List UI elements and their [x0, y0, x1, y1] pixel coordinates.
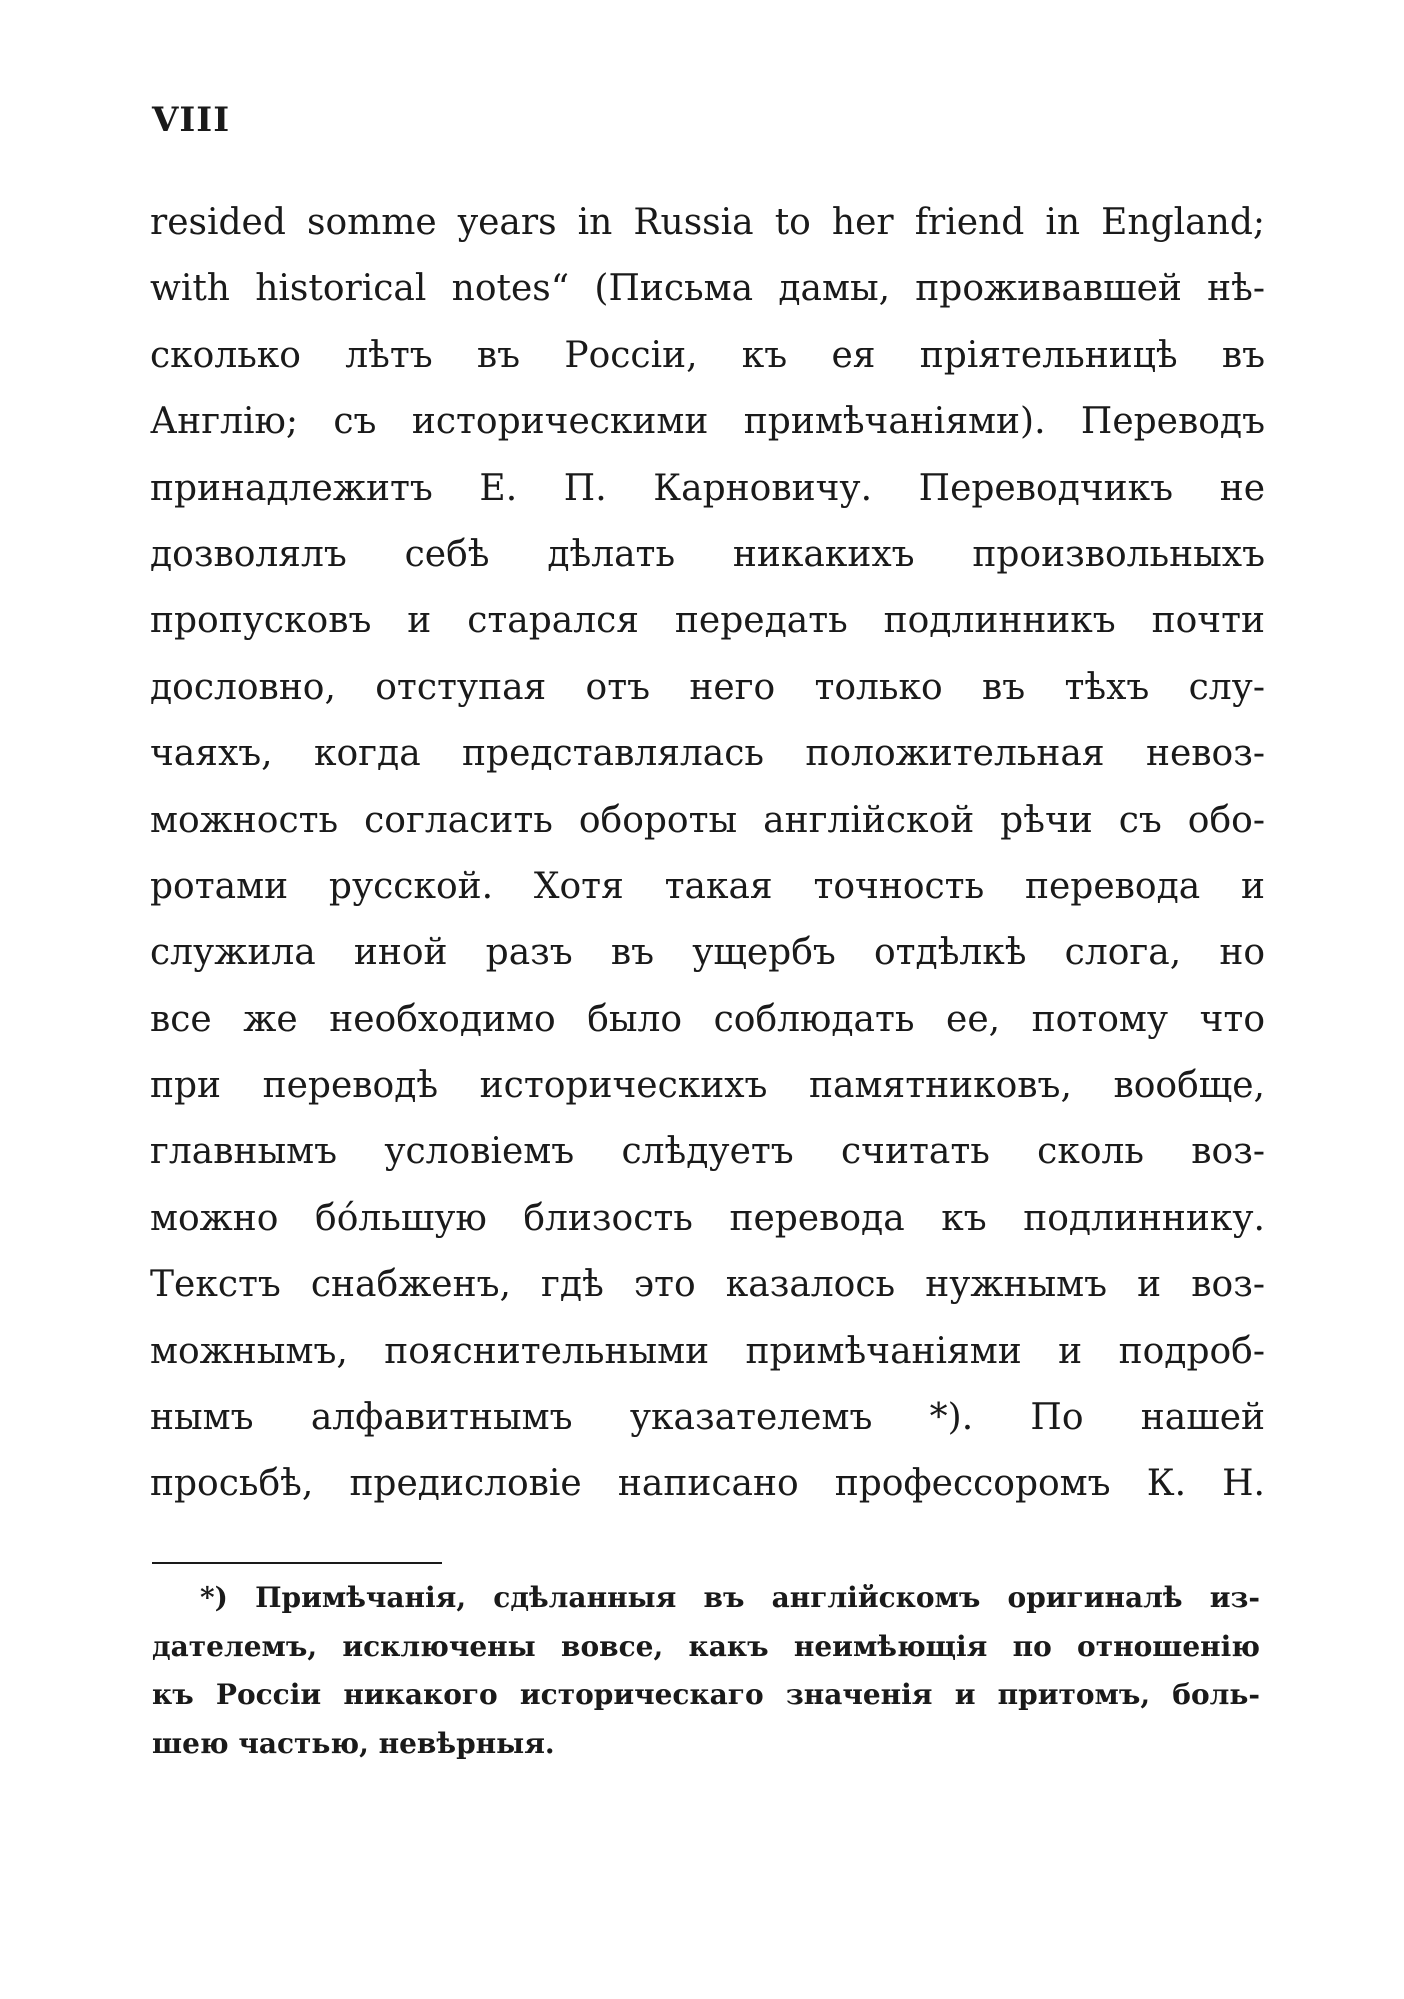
body-line: Текстъ снабженъ, гдѣ это казалось нужнымъ и воз- — [150, 1264, 1265, 1306]
body-line: можнымъ, пояснительными примѣчаніями и подроб- — [150, 1330, 1265, 1372]
body-line: нымъ алфавитнымъ указателемъ *). По нашей — [150, 1397, 1265, 1439]
body-line: чаяхъ, когда представлялась положительная невоз- — [150, 733, 1265, 775]
body-line: ротами русской. Хотя такая точность перевода и — [150, 865, 1265, 907]
body-line: можно бόльшую близость перевода къ подлиннику. — [150, 1197, 1265, 1239]
body-line: служила иной разъ въ ущербъ отдѣлкѣ слога, но — [150, 932, 1265, 974]
body-line: главнымъ условіемъ слѣдуетъ считать сколь воз- — [150, 1131, 1265, 1173]
body-line: можность согласить обороты англійской рѣчи съ обо- — [150, 799, 1265, 841]
body-line: Англію; съ историческими примѣчаніями). Переводъ — [150, 401, 1265, 443]
body-line: пропусковъ и старался передать подлинникъ почти — [150, 600, 1265, 642]
body-line: просьбѣ, предисловіе написано профессоромъ К. Н. — [150, 1463, 1265, 1505]
body-line: сколько лѣтъ въ Россіи, къ ея пріятельницѣ въ — [150, 334, 1265, 376]
body-line: дословно, отступая отъ него только въ тѣхъ слу- — [150, 666, 1265, 708]
footnote-line: дателемъ, исключены вовсе, какъ неимѣющія по отношенію — [152, 1629, 1260, 1663]
page-number: VIII — [152, 100, 231, 140]
footnote-separator — [152, 1562, 442, 1564]
body-line: принадлежитъ Е. П. Карновичу. Переводчикъ не — [150, 467, 1265, 509]
footnote — [152, 1574, 1260, 1768]
body-line: дозволялъ себѣ дѣлать никакихъ произвольныхъ — [150, 533, 1265, 575]
body-text — [150, 190, 1265, 1518]
footnote-line: шею частью, невѣрныя. — [152, 1726, 555, 1760]
body-line: все же необходимо было соблюдать ее, потому что — [150, 998, 1265, 1040]
body-line: with historical notes“ (Письма дамы, проживавшей нѣ- — [150, 268, 1265, 310]
footnote-line: *) Примѣчанія, сдѣланныя въ англійскомъ оригиналѣ из- — [200, 1581, 1260, 1614]
body-line: при переводѣ историческихъ памятниковъ, вообще, — [150, 1065, 1265, 1107]
footnote-line: къ Россіи никакого историческаго значенія и притомъ, боль- — [152, 1678, 1260, 1711]
body-line: resided somme years in Russia to her friend in England; — [150, 202, 1265, 243]
